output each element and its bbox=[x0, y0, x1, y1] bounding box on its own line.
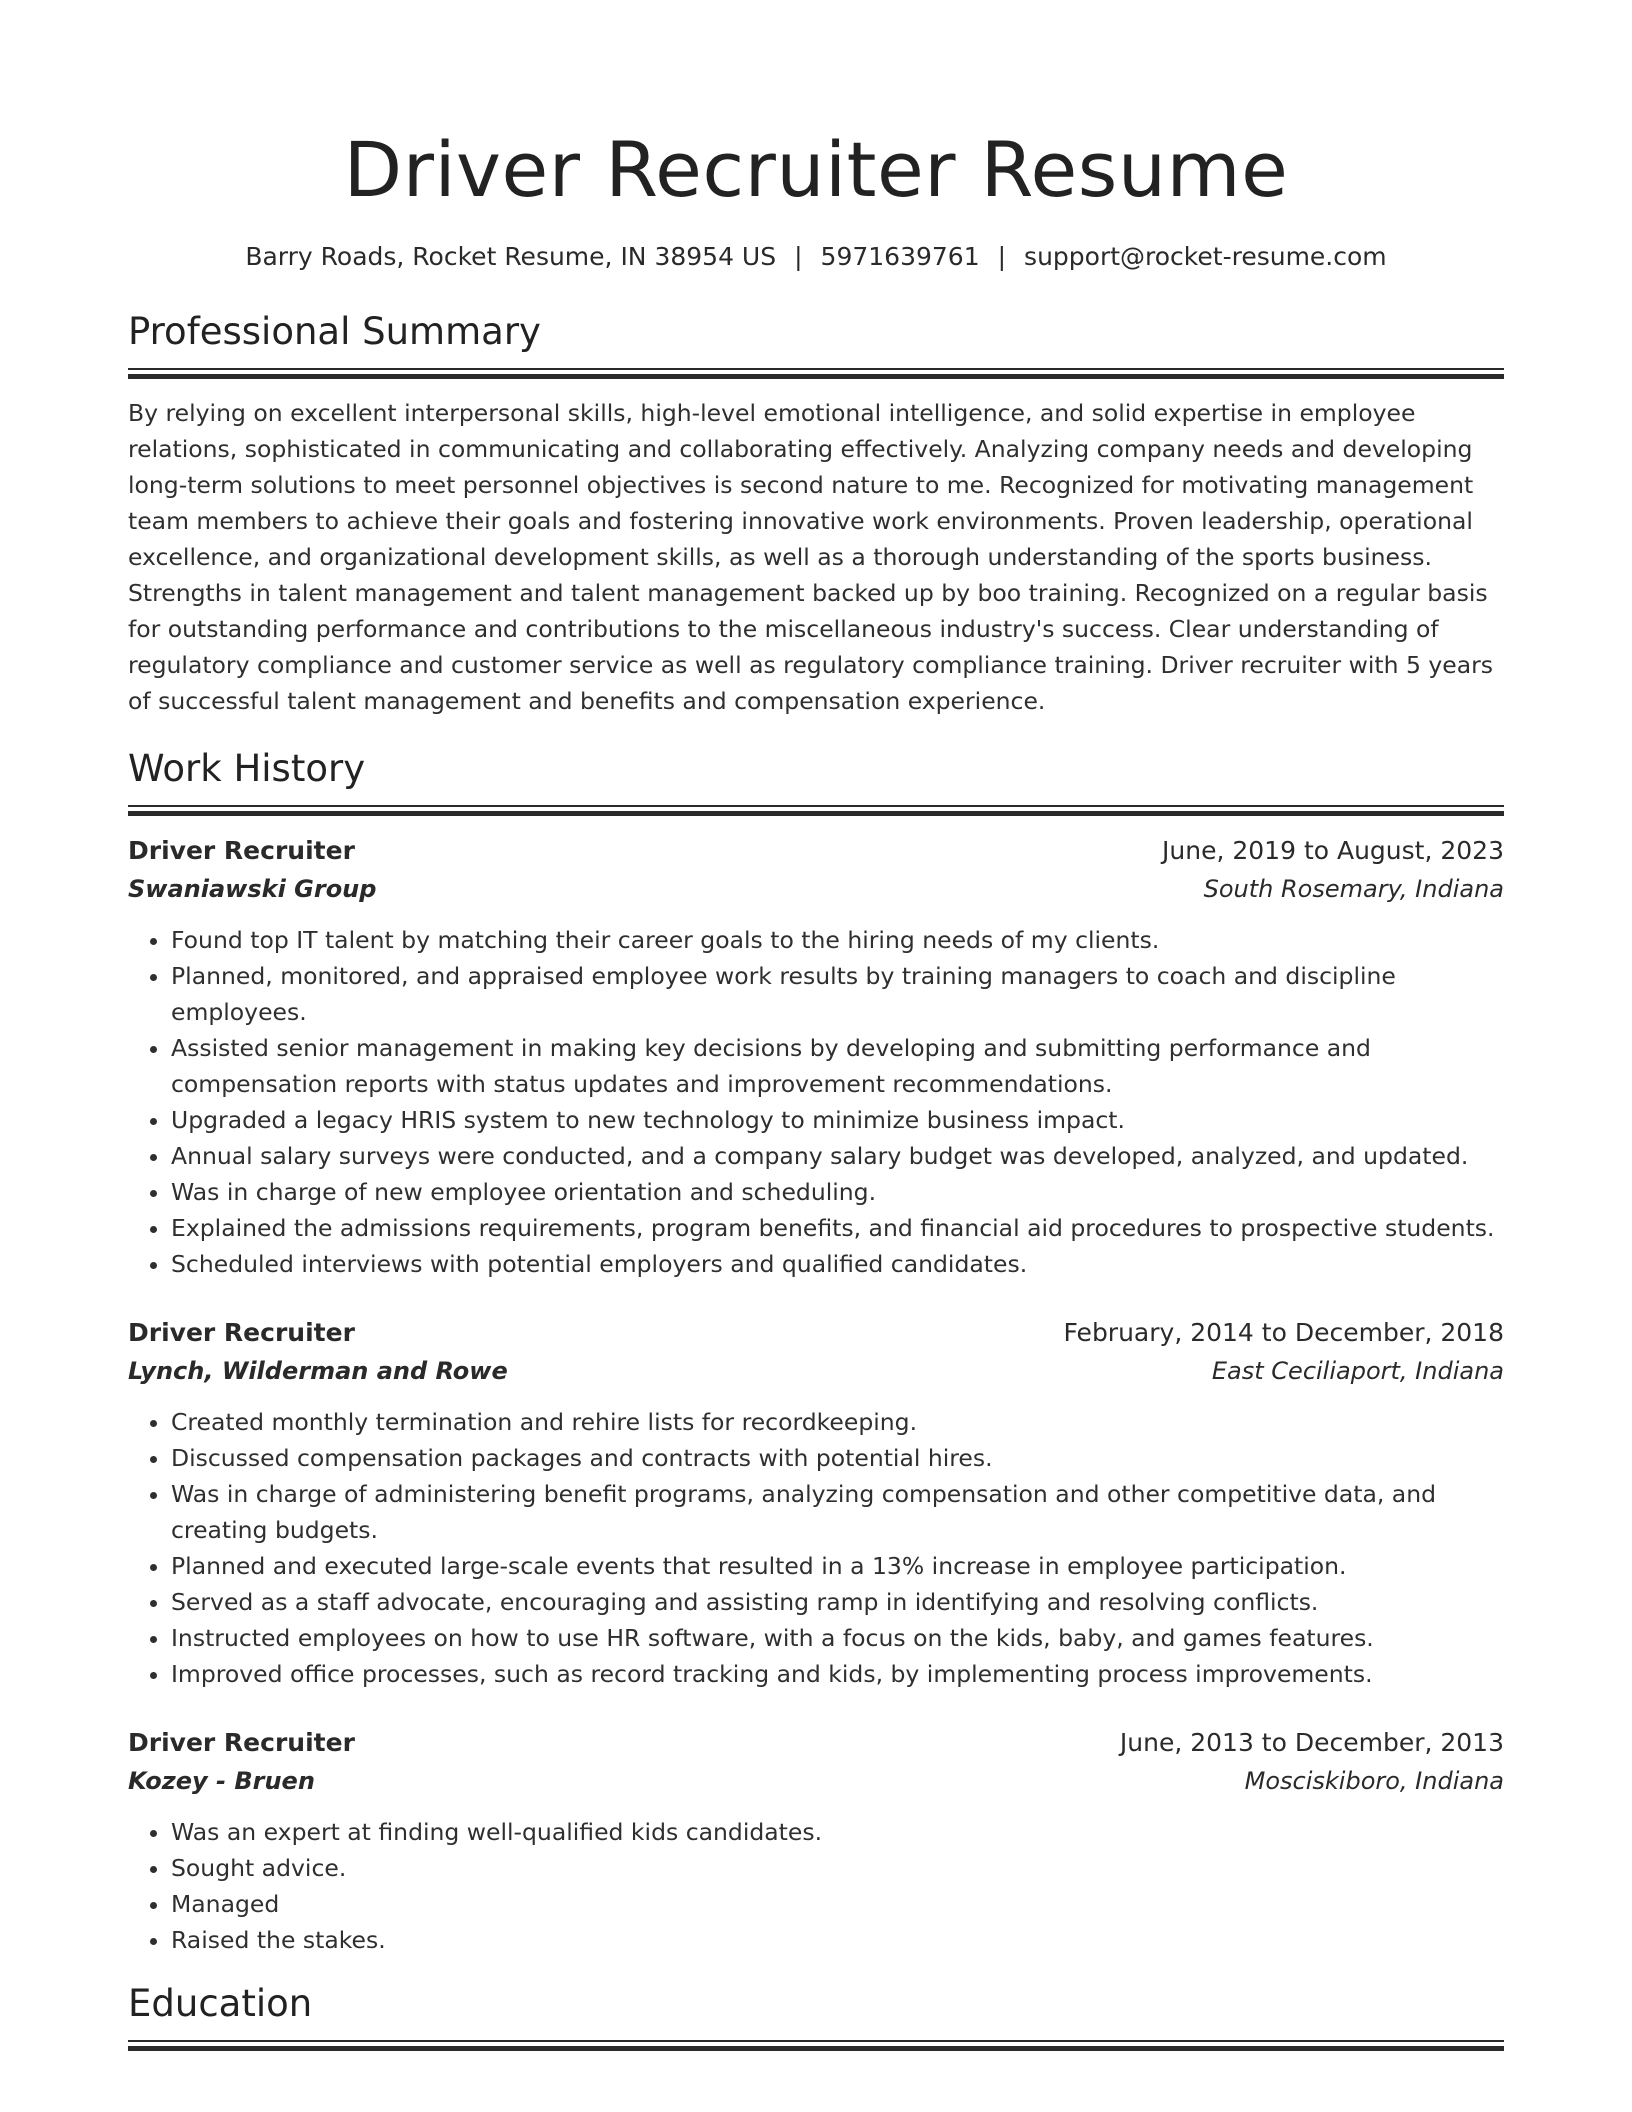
job-bullet: • Raised the stakes. bbox=[171, 1922, 1504, 1958]
contact-line bbox=[128, 240, 1504, 274]
job-entry bbox=[128, 1314, 1504, 1692]
job-company: Lynch, Wilderman and Rowe bbox=[128, 1357, 508, 1385]
summary-section bbox=[128, 308, 1504, 719]
job-title: Driver Recruiter bbox=[128, 1318, 355, 1347]
job-company: Kozey - Bruen bbox=[128, 1767, 315, 1795]
contact-email: support@rocket-resume.com bbox=[1024, 242, 1387, 271]
job-bullet: • Annual salary surveys were conducted, and a company salary budget was developed, analyzed, and updated. bbox=[171, 1138, 1504, 1174]
job-entry bbox=[128, 832, 1504, 1282]
job-header-row bbox=[128, 832, 1504, 870]
summary-text: By relying on excellent interpersonal skills, high-level emotional intelligence, and solid expertise in employee relations, sophisticated in communicating and collaborating effectively. Analyzing company needs and developing long-term solutions to meet personnel objectives is second nature to me. Recognized for motivating management team members to achieve their goals and fostering innovative work environments. Proven leadership, operational excellence, and organizational development skills, as well as a thorough understanding of the sports business. Strengths in talent management and talent management backed up by boo training. Recognized on a regular basis for outstanding performance and contributions to the miscellaneous industry's success. Clear understanding of regulatory compliance and customer service as well as regulatory compliance training. Driver recruiter with 5 years of successful talent management and benefits and compensation experience. bbox=[128, 399, 1494, 715]
contact-separator: | bbox=[997, 242, 1007, 271]
job-bullet: • Was in charge of new employee orientation and scheduling. bbox=[171, 1174, 1504, 1210]
job-bullets bbox=[128, 1404, 1504, 1692]
job-bullet: • Explained the admissions requirements, program benefits, and financial aid procedures to prospective students. bbox=[171, 1210, 1504, 1246]
job-bullet: • Scheduled interviews with potential employers and qualified candidates. bbox=[171, 1246, 1504, 1282]
job-bullet: • Instructed employees on how to use HR software, with a focus on the kids, baby, and games features. bbox=[171, 1620, 1504, 1656]
job-location: Mosciskiboro, Indiana bbox=[1244, 1767, 1504, 1795]
job-bullets bbox=[128, 1814, 1504, 1958]
job-bullet: • Discussed compensation packages and contracts with potential hires. bbox=[171, 1440, 1504, 1476]
work-history-section bbox=[128, 745, 1504, 1958]
section-divider bbox=[128, 368, 1504, 379]
contact-phone: 5971639761 bbox=[820, 242, 980, 271]
contact-address: Barry Roads, Rocket Resume, IN 38954 US bbox=[245, 242, 777, 271]
job-location: South Rosemary, Indiana bbox=[1203, 875, 1504, 903]
education-heading: Education bbox=[128, 1982, 313, 2025]
job-company-row bbox=[128, 870, 1504, 908]
job-bullet: • Was in charge of administering benefit programs, analyzing compensation and other competitive data, and creating budgets. bbox=[171, 1476, 1504, 1548]
resume-title: Driver Recruiter Resume bbox=[343, 125, 1289, 214]
contact-separator: | bbox=[794, 242, 803, 271]
job-title: Driver Recruiter bbox=[128, 1728, 355, 1757]
summary-heading: Professional Summary bbox=[128, 310, 541, 353]
section-divider bbox=[128, 2040, 1504, 2051]
job-company-row bbox=[128, 1762, 1504, 1800]
job-bullet: • Created monthly termination and rehire lists for recordkeeping. bbox=[171, 1404, 1504, 1440]
job-bullet: • Upgraded a legacy HRIS system to new technology to minimize business impact. bbox=[171, 1102, 1504, 1138]
job-header-row bbox=[128, 1724, 1504, 1762]
job-bullet: • Planned and executed large-scale events that resulted in a 13% increase in employee participation. bbox=[171, 1548, 1504, 1584]
job-bullets bbox=[128, 922, 1504, 1282]
job-location: East Ceciliaport, Indiana bbox=[1211, 1357, 1504, 1385]
job-company: Swaniawski Group bbox=[128, 875, 377, 903]
job-dates: June, 2013 to December, 2013 bbox=[1119, 1728, 1504, 1757]
job-bullet: • Planned, monitored, and appraised employee work results by training managers to coach and discipline employees. bbox=[171, 958, 1504, 1030]
job-title: Driver Recruiter bbox=[128, 836, 355, 865]
job-bullet: • Sought advice. bbox=[171, 1850, 1504, 1886]
job-bullet: • Found top IT talent by matching their career goals to the hiring needs of my clients. bbox=[171, 922, 1504, 958]
education-section bbox=[128, 1980, 1504, 2051]
job-bullet: • Managed bbox=[171, 1886, 1504, 1922]
job-entry bbox=[128, 1724, 1504, 1958]
job-bullet: • Was an expert at finding well-qualified kids candidates. bbox=[171, 1814, 1504, 1850]
job-dates: June, 2019 to August, 2023 bbox=[1162, 836, 1504, 865]
job-header-row bbox=[128, 1314, 1504, 1352]
section-divider bbox=[128, 805, 1504, 816]
job-dates: February, 2014 to December, 2018 bbox=[1063, 1318, 1504, 1347]
job-bullet: • Improved office processes, such as record tracking and kids, by implementing process improvements. bbox=[171, 1656, 1504, 1692]
job-bullet: • Assisted senior management in making key decisions by developing and submitting performance and compensation reports with status updates and improvement recommendations. bbox=[171, 1030, 1504, 1102]
job-bullet: • Served as a staff advocate, encouraging and assisting ramp in identifying and resolving conflicts. bbox=[171, 1584, 1504, 1620]
job-company-row bbox=[128, 1352, 1504, 1390]
work-history-heading: Work History bbox=[128, 747, 366, 790]
